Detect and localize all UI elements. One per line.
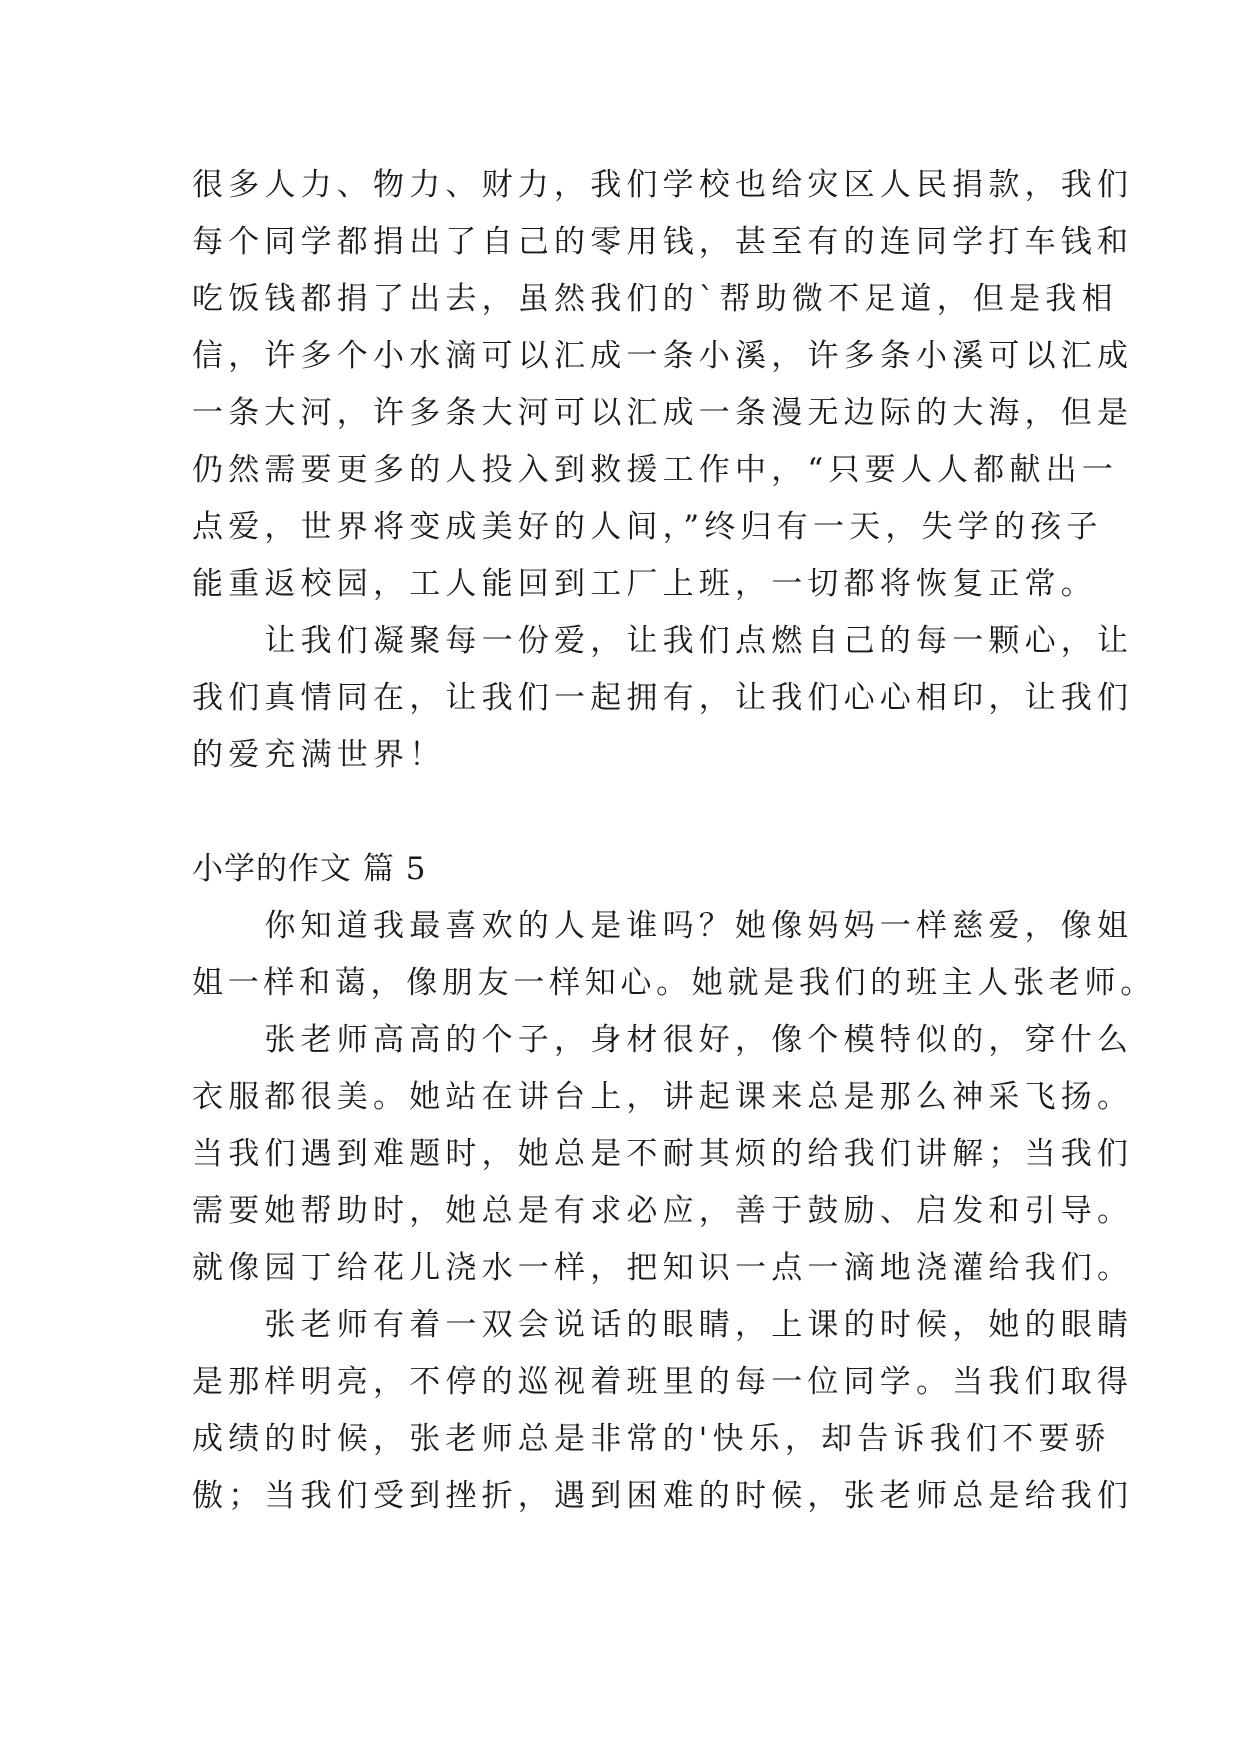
paragraph-line: 需要她帮助时，她总是有求必应，善于鼓励、启发和引导。 [192, 1193, 1134, 1229]
paragraph-line: 张老师有着一双会说话的眼睛，上课的时候，她的眼睛 [192, 1307, 1134, 1343]
paragraph-line: 姐一样和蔼，像朋友一样知心。她就是我们的班主人张老师。 [192, 965, 1156, 1001]
paragraph-line: 一条大河，许多条大河可以汇成一条漫无边际的大海，但是 [192, 395, 1134, 431]
paragraph-line: 仍然需要更多的人投入到救援工作中，“只要人人都献出一 [192, 452, 1119, 488]
paragraph-line: 衣服都很美。她站在讲台上，讲起课来总是那么神采飞扬。 [192, 1079, 1134, 1115]
paragraph-line: 吃饭钱都捐了出去，虽然我们的`帮助微不足道，但是我相 [192, 281, 1118, 317]
paragraph-line: 的爱充满世界！ [192, 737, 446, 773]
paragraph-line: 你知道我最喜欢的人是谁吗？她像妈妈一样慈爱，像姐 [192, 908, 1134, 944]
paragraph-line: 点爱，世界将变成美好的人间，”终归有一天，失学的孩子 [192, 509, 1103, 545]
paragraph-line: 张老师高高的个子，身材很好，像个模特似的，穿什么 [192, 1022, 1134, 1058]
paragraph-line: 成绩的时候，张老师总是非常的'快乐，却告诉我们不要骄 [192, 1421, 1111, 1457]
paragraph-line: 就像园丁给花儿浇水一样，把知识一点一滴地浇灌给我们。 [192, 1250, 1134, 1286]
paragraph-line: 很多人力、物力、财力，我们学校也给灾区人民捐款，我们 [192, 167, 1134, 203]
paragraph-line: 每个同学都捐出了自己的零用钱，甚至有的连同学打车钱和 [192, 224, 1134, 260]
paragraph-line: 当我们遇到难题时，她总是不耐其烦的给我们讲解；当我们 [192, 1136, 1134, 1172]
paragraph-line: 让我们凝聚每一份爱，让我们点燃自己的每一颗心，让 [192, 623, 1134, 659]
paragraph-line: 能重返校园，工人能回到工厂上班，一切都将恢复正常。 [192, 566, 1097, 602]
paragraph-line: 是那样明亮，不停的巡视着班里的每一位同学。当我们取得 [192, 1364, 1134, 1400]
paragraph-line: 我们真情同在，让我们一起拥有，让我们心心相印，让我们 [192, 680, 1134, 716]
paragraph-line: 傲；当我们受到挫折，遇到困难的时候，张老师总是给我们 [192, 1478, 1134, 1514]
paragraph-line: 信，许多个小水滴可以汇成一条小溪，许多条小溪可以汇成 [192, 338, 1134, 374]
section-heading: 小学的作文 篇 5 [192, 851, 427, 887]
